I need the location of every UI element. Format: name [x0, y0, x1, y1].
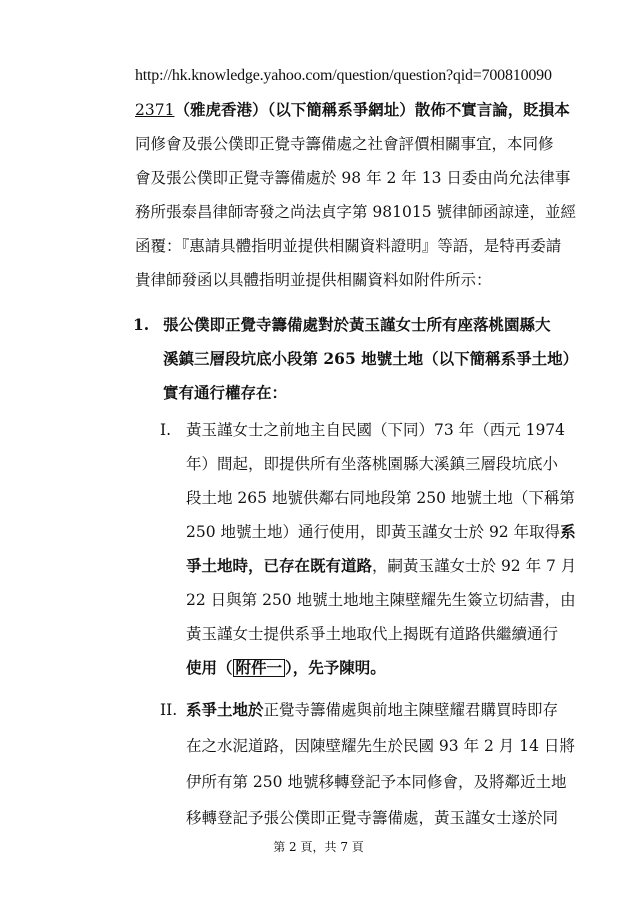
subitem-line: 黃玉謹女士之前地主自民國（下同）73 年（西元 1974: [186, 421, 566, 439]
subitem-line: [186, 700, 558, 720]
bold-text: 爭土地時，已存在既有道路: [186, 556, 373, 575]
paragraph-line: 會及張公僕即正覺寺籌備處於 98 年 2 年 13 日委由尚允法律事: [135, 169, 571, 187]
page-footer: 第 2 頁，共 7 頁: [273, 840, 364, 854]
item-heading-line: 實有通行權存在：: [163, 383, 288, 402]
subitem-number: II.: [160, 701, 178, 719]
subitem-line: 黃玉謹女士提供系爭土地取代上揭既有道路供繼續通行: [186, 625, 559, 643]
plain-text: 正覺寺籌備處與前地主陳壁耀君購買時即存: [263, 701, 559, 719]
paragraph-line: [135, 100, 570, 120]
paragraph-line: 務所張泰昌律師寄發之尚法貞字第 981015 號律師函諒達，並經: [135, 203, 577, 221]
subitem-line: [186, 556, 576, 576]
subitem-line: [186, 658, 386, 678]
subitem-line: 伊所有第 250 地號移轉登記予本同修會，及將鄰近土地: [186, 773, 567, 791]
subitem-line: 移轉登記予張公僕即正覺寺籌備處，黃玉謹女士遂於同: [186, 809, 559, 827]
plain-text: 250 地號土地）通行使用，即黃玉謹女士於 92 年取得: [186, 523, 561, 541]
plain-text: ，嗣黃玉謹女士於 92 年 7 月: [372, 557, 577, 575]
subitem-line: 22 日與第 250 地號土地地主陳壁耀先生簽立切結書，由: [186, 591, 576, 609]
item-heading-line: 溪鎮三層段坑底小段第 265 地號土地（以下簡稱系爭土地）: [163, 349, 579, 368]
item-number: 1.: [133, 315, 150, 334]
url-continuation: 2371: [135, 101, 175, 119]
bold-text: ），先予陳明。: [285, 658, 386, 677]
item-heading-line: 張公僕即正覺寺籌備處對於黃玉謹女士所有座落桃園縣大: [163, 315, 551, 334]
url-line: http://hk.knowledge.yahoo.com/question/question?qid=700810090: [135, 67, 552, 84]
subitem-line: [186, 522, 576, 542]
bold-text: （雅虎香港）（以下簡稱系爭網址）散佈不實言論，貶損本: [174, 100, 570, 119]
bold-text: 系爭土地於: [186, 700, 264, 719]
bold-text: 使用（: [186, 658, 233, 677]
attachment-reference-box: 附件一: [233, 659, 286, 677]
subitem-line: 年）間起，即提供所有坐落桃園縣大溪鎮三層段坑底小: [186, 455, 559, 473]
subitem-line: 段土地 265 地號供鄰右同地段第 250 地號土地（下稱第: [186, 489, 575, 507]
paragraph-line: 貴律師發函以具體指明並提供相關資料如附件所示：: [135, 271, 492, 289]
subitem-number: I.: [160, 421, 172, 439]
paragraph-line: 同修會及張公僕即正覺寺籌備處之社會評價相關事宜，本同修: [135, 135, 554, 153]
paragraph-line: 函覆：『惠請具體指明並提供相關資料證明』等語，是特再委請: [135, 237, 562, 255]
bold-text: 系: [560, 522, 576, 541]
subitem-line: 在之水泥道路，因陳壁耀先生於民國 93 年 2 月 14 日將: [186, 737, 575, 755]
